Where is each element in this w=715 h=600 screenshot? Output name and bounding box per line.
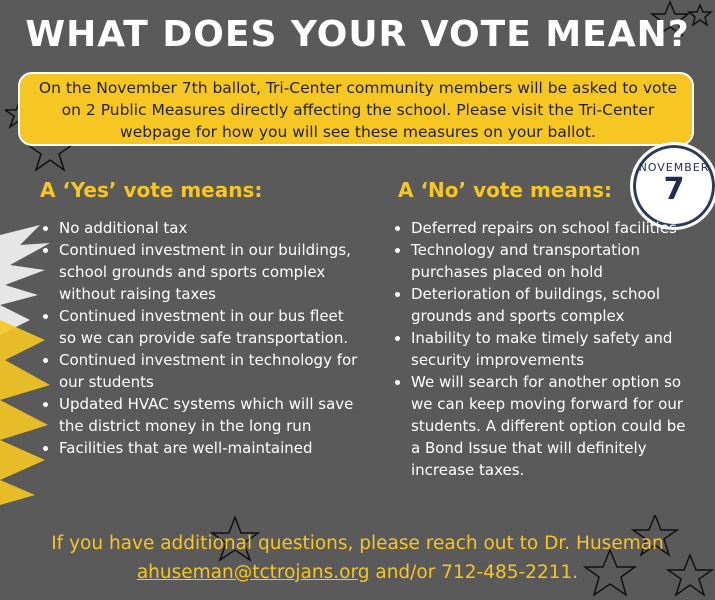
list-item: We will search for another option so we can keep moving forward for our students. A different option could be a Bond Issue that will definitely increase taxes. bbox=[392, 371, 692, 481]
list-item: No additional tax bbox=[40, 217, 360, 239]
list-item: Inability to make timely safety and security improvements bbox=[392, 327, 692, 371]
list-item: Continued investment in our bus fleet so we can provide safe transportation. bbox=[40, 305, 360, 349]
list-item: Continued investment in our buildings, school grounds and sports complex without raising taxes bbox=[40, 239, 360, 305]
email-link[interactable]: ahuseman@tctrojans.org bbox=[136, 562, 370, 583]
no-heading: A ‘No’ vote means: bbox=[398, 178, 612, 202]
date-badge-day: 7 bbox=[663, 172, 685, 207]
list-item: Deterioration of buildings, school grounds and sports complex bbox=[392, 283, 692, 327]
list-item: Deferred repairs on school facilities bbox=[392, 217, 692, 239]
page-title: WHAT DOES YOUR VOTE MEAN? bbox=[25, 14, 690, 55]
contact-details bbox=[0, 562, 715, 583]
yes-heading: A ‘Yes’ vote means: bbox=[40, 178, 263, 202]
star-outline-icon bbox=[580, 515, 715, 600]
list-item: Facilities that are well-maintained bbox=[40, 437, 360, 459]
list-item: Updated HVAC systems which will save the district money in the long run bbox=[40, 393, 360, 437]
date-badge-month: NOVEMBER bbox=[638, 161, 710, 174]
phone-text: and/or 712-485-2211. bbox=[369, 562, 579, 583]
list-item: Continued investment in technology for our students bbox=[40, 349, 360, 393]
no-list bbox=[392, 217, 692, 481]
contact-line: If you have additional questions, please reach out to Dr. Huseman bbox=[51, 533, 664, 554]
list-item: Technology and transportation purchases placed on hold bbox=[392, 239, 692, 283]
intro-callout: On the November 7th ballot, Tri-Center community members will be asked to vote on 2 Public Measures directly affecting the school. Please visit the Tri-Center webpage for how you will see these measures on your ballot. bbox=[18, 72, 694, 146]
yes-list bbox=[40, 217, 360, 459]
